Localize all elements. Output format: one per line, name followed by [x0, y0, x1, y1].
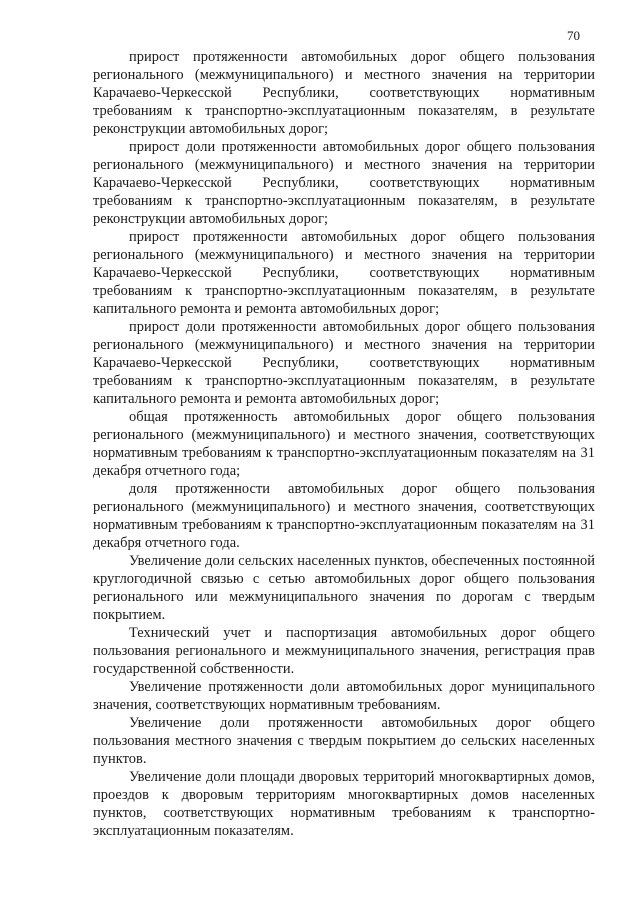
paragraph-7: Увеличение доли сельских населенных пунктов, обеспеченных постоянной круглогодичной связью с сетью автомобильных дорог общего пользования регионального или межмуниципального значения по дорогам с твердым покрытием. [93, 553, 595, 623]
document-body [93, 48, 595, 840]
paragraph-5: общая протяженность автомобильных дорог общего пользования регионального (межмуниципального) и местного значения, соответствующих нормативным требованиям к транспортно-эксплуатационным показателям на 31 декабря отчетного года; [93, 409, 595, 479]
paragraph-1: прирост протяженности автомобильных дорог общего пользования регионального (межмуниципального) и местного значения на территории Карачаево-Черкесской Республики, соответствующих нормативным требованиям к транспортно-эксплуатационным показателям, в результате реконструкции автомобильных дорог; [93, 49, 595, 137]
paragraph-3: прирост протяженности автомобильных дорог общего пользования регионального (межмуниципального) и местного значения на территории Карачаево-Черкесской Республики, соответствующих нормативным требованиям к транспортно-эксплуатационным показателям, в результате капитального ремонта и ремонта автомобильных дорог; [93, 229, 595, 317]
paragraph-9: Увеличение протяженности доли автомобильных дорог муниципального значения, соответствующих нормативным требованиям. [93, 679, 595, 713]
page-number: 70 [567, 28, 580, 43]
paragraph-10: Увеличение доли протяженности автомобильных дорог общего пользования местного значения с твердым покрытием до сельских населенных пунктов. [93, 715, 595, 767]
paragraph-4: прирост доли протяженности автомобильных дорог общего пользования регионального (межмуниципального) и местного значения на территории Карачаево-Черкесской Республики, соответствующих нормативным требованиям к транспортно-эксплуатационным показателям, в результате капитального ремонта и ремонта автомобильных дорог; [93, 319, 595, 407]
paragraph-2: прирост доли протяженности автомобильных дорог общего пользования регионального (межмуниципального) и местного значения на территории Карачаево-Черкесской Республики, соответствующих нормативным требованиям к транспортно-эксплуатационным показателям, в результате реконструкции автомобильных дорог; [93, 139, 595, 227]
paragraph-6: доля протяженности автомобильных дорог общего пользования регионального (межмуниципального) и местного значения, соответствующих нормативным требованиям к транспортно-эксплуатационным показателям на 31 декабря отчетного года. [93, 481, 595, 551]
paragraph-8: Технический учет и паспортизация автомобильных дорог общего пользования регионального и межмуниципального значения, регистрация прав государственной собственности. [93, 625, 595, 677]
paragraph-11: Увеличение доли площади дворовых территорий многоквартирных домов, проездов к дворовым территориям многоквартирных домов населенных пунктов, соответствующих нормативным требованиям к транспортно-эксплуатационным показателям. [93, 769, 595, 839]
